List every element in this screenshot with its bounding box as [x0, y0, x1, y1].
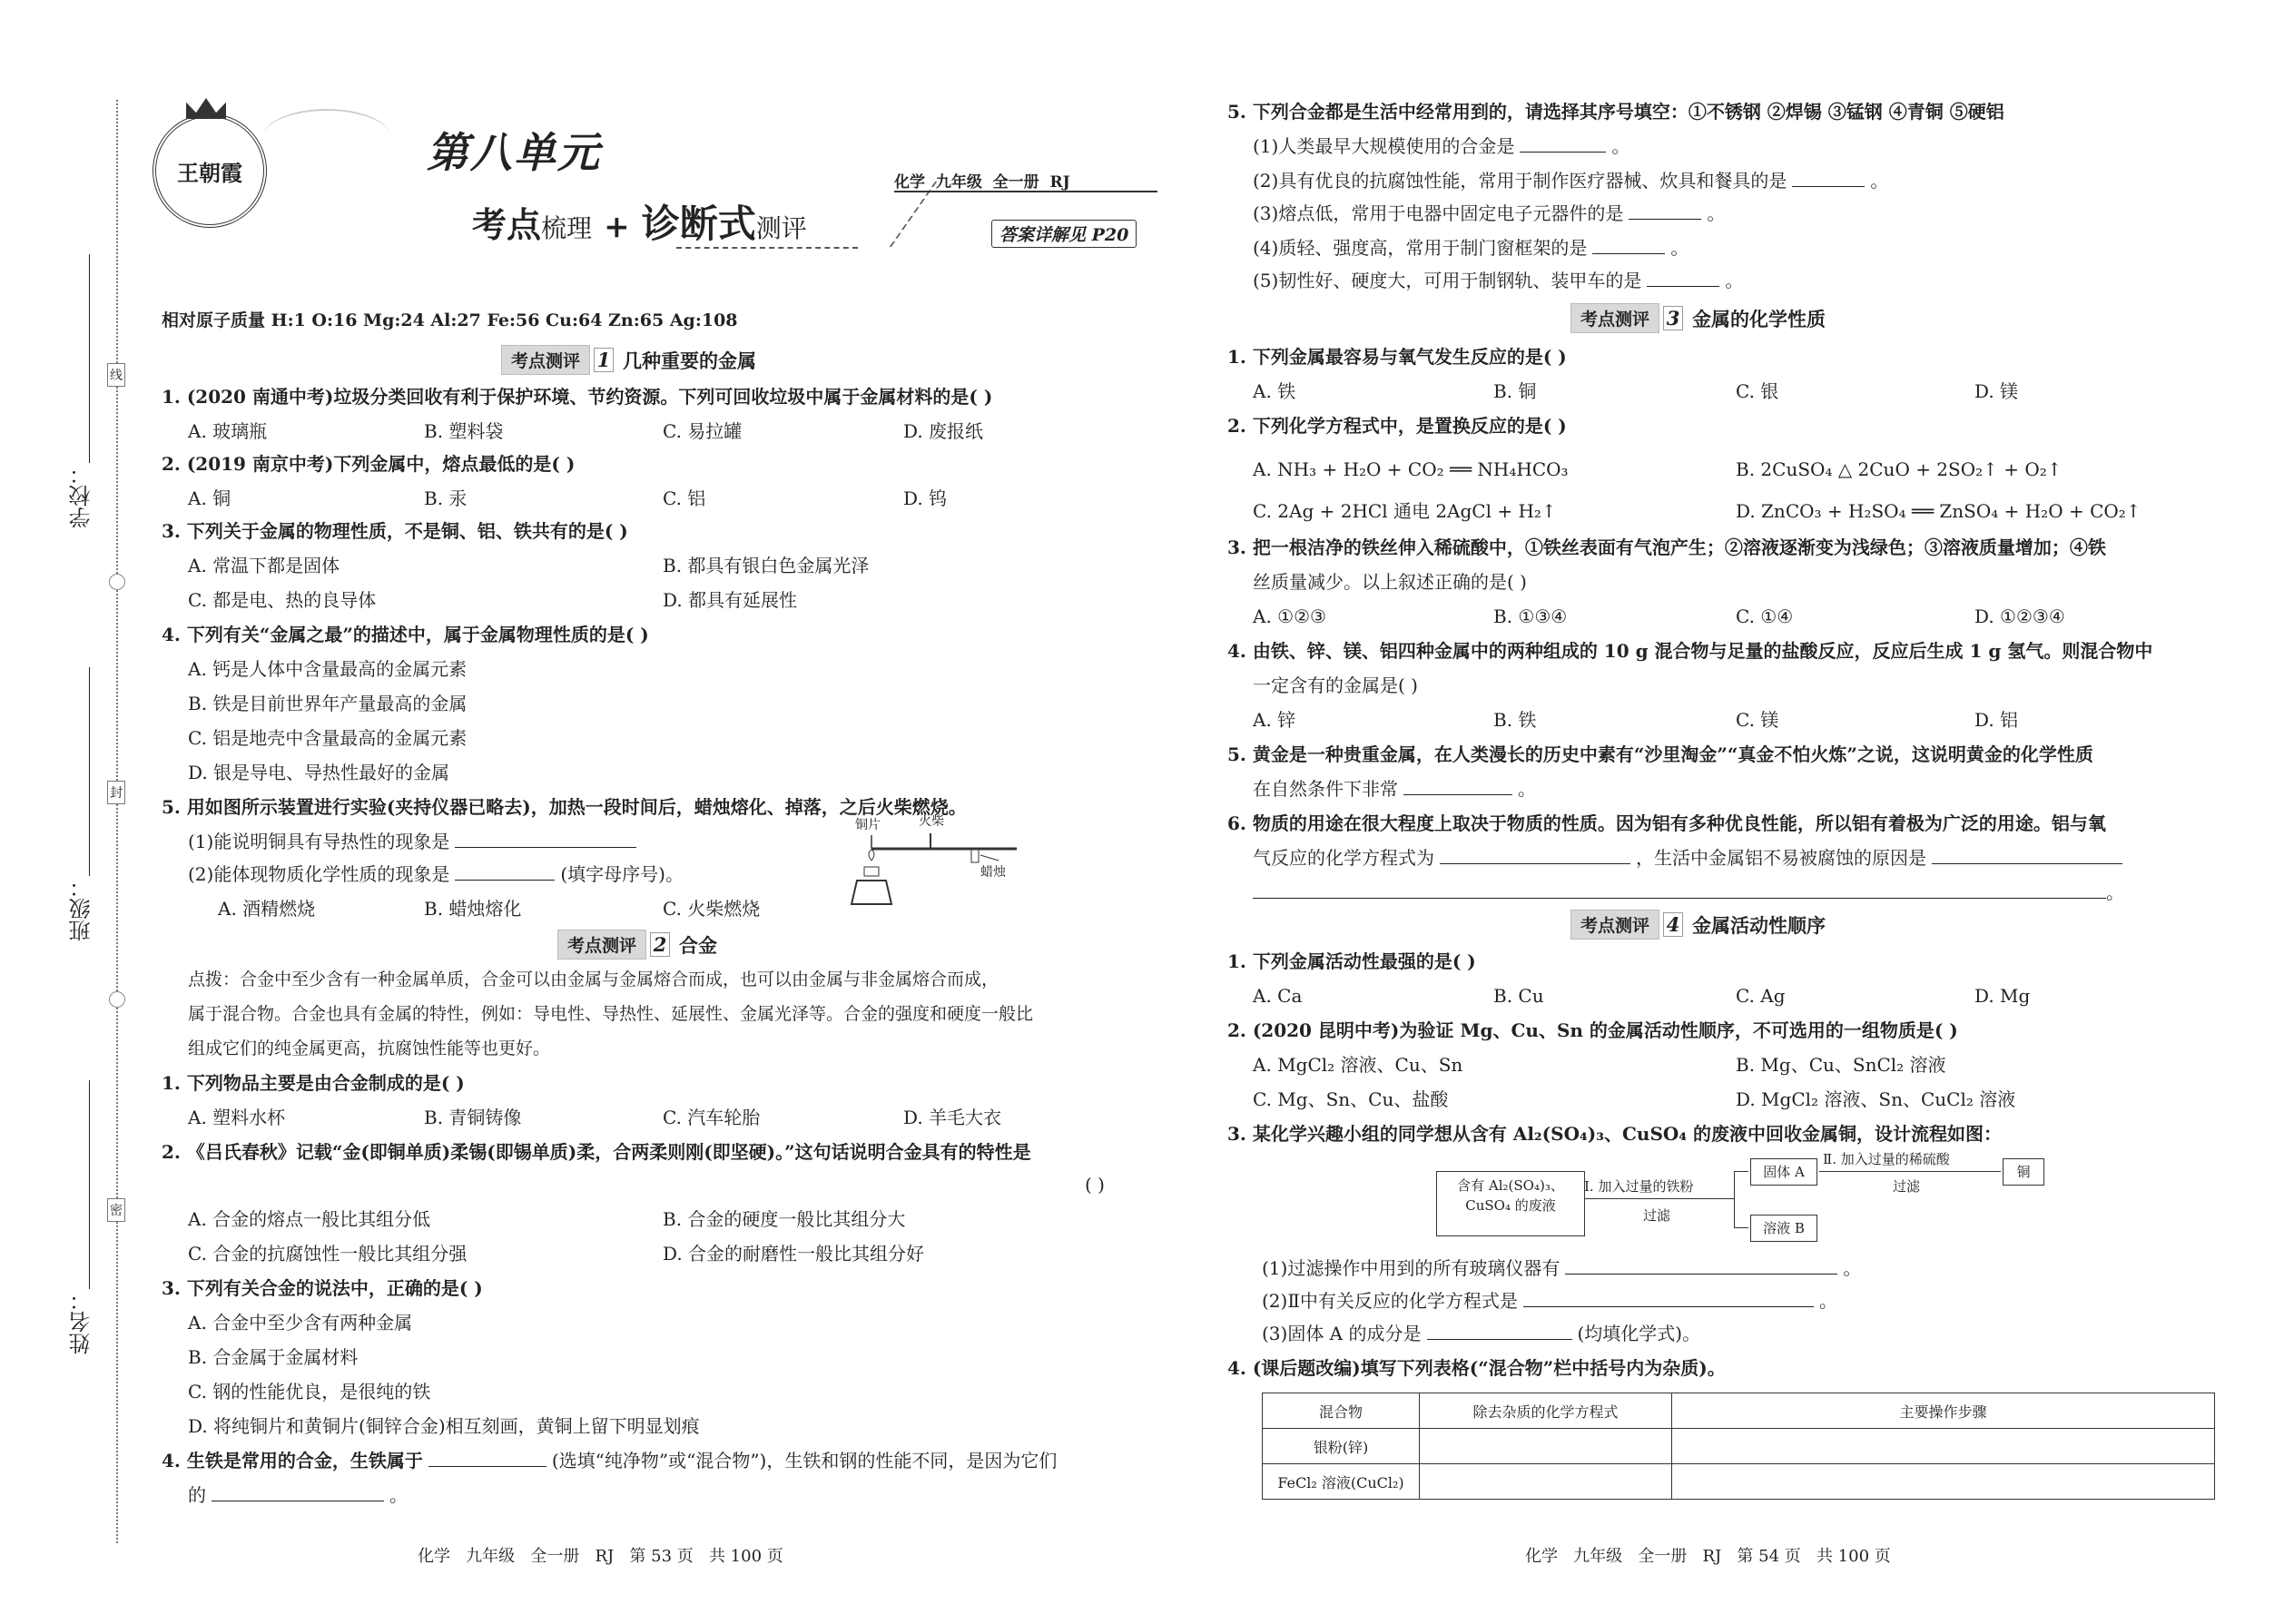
- flow-solution-b-box: 溶液 B: [1750, 1215, 1817, 1242]
- flow-step1-label: Ⅰ. 加入过量的铁粉: [1584, 1178, 1694, 1195]
- option[interactable]: D. 镁: [1974, 380, 2019, 402]
- answer-reference: 答案详解见 P20: [991, 220, 1137, 248]
- option[interactable]: B. 2CuSO₄ △ 2CuO + 2SO₂↑ + O₂↑: [1736, 458, 2063, 480]
- flow-filter2-label: 过滤: [1893, 1178, 1921, 1195]
- flow-filter1-label: 过滤: [1643, 1207, 1671, 1224]
- option[interactable]: B. 铁: [1493, 709, 1537, 731]
- option[interactable]: A. 合金的熔点一般比其组分低: [188, 1208, 431, 1230]
- experiment-figure: [844, 814, 1026, 926]
- unit-title: 第八单元: [427, 128, 601, 177]
- option[interactable]: B. 塑料袋: [424, 420, 504, 442]
- option[interactable]: C. 银: [1736, 380, 1779, 402]
- school-label: 学校：: [69, 463, 94, 528]
- answer-bracket[interactable]: ( ): [1085, 1174, 1105, 1196]
- table-header-row: [1263, 1393, 2215, 1429]
- question-3-1: 1. 下列金属最容易与氧气发生反应的是( ): [1227, 346, 1567, 368]
- question-1-3: 3. 下列关于金属的物理性质，不是铜、铝、铁共有的是( ): [162, 520, 628, 542]
- name-field[interactable]: [89, 1080, 90, 1289]
- option[interactable]: C. 汽车轮胎: [663, 1107, 761, 1128]
- option[interactable]: D. 合金的耐磨性一般比其组分好: [663, 1243, 925, 1265]
- subtitle: 考点梳理 + 诊断式测评: [472, 202, 807, 246]
- school-field[interactable]: [89, 254, 90, 463]
- answer-blank[interactable]: [1523, 1290, 1814, 1307]
- title-underline: [676, 247, 858, 249]
- option[interactable]: D. 铝: [1974, 709, 2019, 731]
- question-1-4: 4. 下列有关“金属之最”的描述中，属于金属物理性质的是( ): [162, 624, 649, 645]
- option[interactable]: A. 合金中至少含有两种金属: [188, 1312, 413, 1334]
- option[interactable]: B. 蜡烛熔化: [424, 898, 522, 920]
- option[interactable]: A. MgCl₂ 溶液、Cu、Sn: [1253, 1054, 1463, 1076]
- option[interactable]: C. 2Ag + 2HCl 通电 2AgCl + H₂↑: [1253, 500, 1557, 522]
- meta-info: 化学 九年级 全一册 RJ: [894, 173, 1070, 192]
- question-2-1: 1. 下列物品主要是由合金制成的是( ): [162, 1072, 465, 1094]
- option[interactable]: B. 合金的硬度一般比其组分大: [663, 1208, 906, 1230]
- flow-branch: [1734, 1171, 1749, 1227]
- binding-hole: [109, 991, 125, 1008]
- question-2-2: 2. 《吕氏春秋》记载“金(即铜单质)柔锡(即锡单质)柔，合两柔则刚(即坚硬)。”这句话说明合金具有的特性是: [162, 1141, 1031, 1163]
- flow-arrow: [1734, 1227, 1748, 1228]
- logo-crown: [186, 98, 226, 119]
- question-4-1: 1. 下列金属活动性最强的是( ): [1227, 950, 1476, 972]
- sub-question: (2)具有优良的抗腐蚀性能，常用于制作医疗器械、炊具和餐具的是 。: [1253, 170, 1889, 192]
- page-footer-left: 化学 九年级 全一册 RJ 第 53 页 共 100 页: [418, 1547, 783, 1566]
- question-3-2: 2. 下列化学方程式中，是置换反应的是( ): [1227, 415, 1567, 437]
- option[interactable]: D. 将纯铜片和黄铜片(铜锌合金)相互刻画，黄铜上留下明显划痕: [188, 1415, 700, 1437]
- option[interactable]: B. 青铜铸像: [424, 1107, 522, 1128]
- option[interactable]: D. MgCl₂ 溶液、Sn、CuCl₂ 溶液: [1736, 1088, 2016, 1110]
- option[interactable]: D. 钨: [903, 487, 948, 509]
- table-cell: FeCl₂ 溶液(CuCl₂): [1263, 1464, 1420, 1500]
- option[interactable]: A. 常温下都是固体: [188, 555, 340, 576]
- tip-paragraph: 属于混合物。合金也具有金属的特性，例如：导电性、导热性、延展性、金属光泽等。合金的强度和硬度一般比: [188, 1004, 1034, 1024]
- option[interactable]: A. 铁: [1253, 380, 1296, 402]
- question-1-5: 5. 用如图所示装置进行实验(夹持仪器已略去)，加热一段时间后，蜡烛熔化、掉落，之后火柴燃烧。: [162, 796, 967, 818]
- option[interactable]: B. 铁是目前世界年产量最高的金属: [188, 693, 468, 714]
- question-1-2: 2. (2019 南京中考)下列金属中，熔点最低的是( ): [162, 453, 576, 475]
- class-label: 班级：: [69, 876, 94, 941]
- section-2-header: 考点测评 2 合金: [557, 930, 717, 960]
- sub-question: (2)能体现物质化学性质的现象是 (填字母序号)。: [188, 863, 684, 885]
- question-3-3-cont: 丝质量减少。以上叙述正确的是( ): [1253, 571, 1527, 593]
- section-1-header: 考点测评 1 几种重要的金属: [501, 345, 756, 375]
- answer-blank[interactable]: [212, 1484, 384, 1501]
- question-3-4-cont: 一定含有的金属是( ): [1253, 674, 1418, 696]
- question-3-6-cont: 气反应的化学方程式为 ，生活中金属铝不易被腐蚀的原因是: [1253, 846, 2122, 870]
- sub-question: (3)固体 A 的成分是 (均填化学式)。: [1262, 1323, 1701, 1344]
- binding-mark: 线: [107, 363, 125, 387]
- impurity-table: [1262, 1393, 2215, 1500]
- question-3-3: 3. 把一根洁净的铁丝伸入稀硫酸中，①铁丝表面有气泡产生；②溶液逐渐变为浅绿色；③溶液质量增加；④铁: [1227, 536, 2106, 558]
- answer-blank[interactable]: [1520, 135, 1606, 153]
- option[interactable]: D. 羊毛大衣: [903, 1107, 1002, 1128]
- question-4-4: 4. (课后题改编)填写下列表格(“混合物”栏中括号内为杂质)。: [1227, 1357, 1726, 1379]
- question-3-4: 4. 由铁、锌、镁、铝四种金属中的两种组成的 10 g 混合物与足量的盐酸反应，反应后生成 1 g 氢气。则混合物中: [1227, 640, 2153, 662]
- sub-question: (2)Ⅱ中有关反应的化学方程式是 。: [1262, 1290, 1837, 1312]
- atomic-mass: 相对原子质量 H:1 O:16 Mg:24 Al:27 Fe:56 Cu:64 Zn:65 Ag:108: [162, 310, 738, 330]
- option[interactable]: C. 火柴燃烧: [663, 898, 761, 920]
- option[interactable]: D. 废报纸: [903, 420, 984, 442]
- option[interactable]: D. ①②③④: [1974, 605, 2065, 627]
- option[interactable]: D. 银是导电、导热性最好的金属: [188, 762, 450, 783]
- candle-label: 蜡烛: [980, 865, 1006, 880]
- answer-blank[interactable]: [1932, 847, 2122, 864]
- flow-copper-box: 铜: [2003, 1158, 2044, 1186]
- question-2-5: 5. 下列合金都是生活中经常用到的，请选择其序号填空：①不锈钢 ②焊锡 ③锰钢 ④青铜 ⑤硬铝: [1227, 101, 2004, 123]
- option[interactable]: A. 塑料水杯: [188, 1107, 286, 1128]
- option[interactable]: C. 镁: [1736, 709, 1779, 731]
- table-header: 主要操作步骤: [1672, 1393, 2215, 1429]
- answer-blank[interactable]: [455, 831, 636, 848]
- question-4-2: 2. (2020 昆明中考)为验证 Mg、Cu、Sn 的金属活动性顺序，不可选用的一组物质是( ): [1227, 1019, 1958, 1041]
- table-header: 除去杂质的化学方程式: [1420, 1393, 1672, 1429]
- table-answer-cell[interactable]: [1420, 1429, 1672, 1464]
- answer-blank[interactable]: [428, 1450, 546, 1467]
- binding-mark: 封: [107, 781, 125, 804]
- sub-question: (4)质轻、强度高，常用于制门窗框架的是 。: [1253, 237, 1689, 259]
- question-2-4-cont: 的 。: [188, 1484, 408, 1506]
- question-3-5-cont: 在自然条件下非常 。: [1253, 778, 1536, 800]
- answer-blank[interactable]: [1647, 270, 1719, 287]
- flow-arrow: [1584, 1198, 1734, 1199]
- flow-solid-a-box: 固体 A: [1750, 1158, 1817, 1186]
- answer-blank[interactable]: [1427, 1323, 1572, 1340]
- option[interactable]: C. 钢的性能优良，是很纯的铁: [188, 1381, 431, 1403]
- option[interactable]: D. 都具有延展性: [663, 589, 798, 611]
- flow-arrow: [1819, 1171, 2001, 1172]
- page-footer-right: 化学 九年级 全一册 RJ 第 54 页 共 100 页: [1525, 1547, 1891, 1566]
- table-row: [1263, 1464, 2215, 1500]
- question-3-6-line: 。: [1253, 881, 2124, 904]
- option[interactable]: A. Ca: [1253, 985, 1303, 1007]
- sub-question: (5)韧性好、硬度大，可用于制钢轨、装甲车的是 。: [1253, 270, 1744, 291]
- question-2-3: 3. 下列有关合金的说法中，正确的是( ): [162, 1277, 483, 1299]
- section-3-header: 考点测评 3 金属的化学性质: [1570, 303, 1826, 333]
- binding-line: [116, 100, 118, 1543]
- answer-blank[interactable]: [1592, 237, 1665, 254]
- section-4-header: 考点测评 4 金属活动性顺序: [1570, 910, 1826, 940]
- flow-start-box: 含有 Al₂(SO₄)₃、CuSO₄ 的废液: [1436, 1171, 1585, 1236]
- option[interactable]: B. 都具有银白色金属光泽: [663, 555, 870, 576]
- match-label: 火柴: [919, 814, 944, 829]
- table-row: [1263, 1429, 2215, 1464]
- class-field[interactable]: [89, 667, 90, 876]
- option[interactable]: C. 铝: [663, 487, 706, 509]
- question-2-4: 4. 生铁是常用的合金，生铁属于 (选填“纯净物”或“混合物”)，生铁和钢的性能不同，是因为它们: [162, 1450, 1058, 1471]
- answer-blank[interactable]: [1792, 170, 1865, 187]
- flow-step2-label: Ⅱ. 加入过量的稀硫酸: [1823, 1151, 1950, 1167]
- question-4-3: 3. 某化学兴趣小组的同学想从含有 Al₂(SO₄)₃、CuSO₄ 的废液中回收金属铜，设计流程如图：: [1227, 1123, 2003, 1145]
- copper-label: 铜片: [855, 818, 881, 832]
- option[interactable]: A. NH₃ + H₂O + CO₂ ══ NH₄HCO₃: [1253, 458, 1569, 480]
- option[interactable]: D. ZnCO₃ + H₂SO₄ ══ ZnSO₄ + H₂O + CO₂↑: [1736, 500, 2141, 522]
- table-header: 混合物: [1263, 1393, 1420, 1429]
- tip-paragraph: 点拨：合金中至少含有一种金属单质，合金可以由金属与金属熔合而成，也可以由金属与非金属熔合而成，: [188, 969, 999, 989]
- sub-question: (1)能说明铜具有导热性的现象是: [188, 830, 636, 853]
- flow-arrow: [1734, 1171, 1748, 1172]
- table-answer-cell[interactable]: [1672, 1429, 2215, 1464]
- option[interactable]: B. Cu: [1493, 985, 1544, 1007]
- option[interactable]: B. 汞: [424, 487, 468, 509]
- option[interactable]: C. 易拉罐: [663, 420, 743, 442]
- table-cell: 银粉(锌): [1263, 1429, 1420, 1464]
- answer-blank[interactable]: [455, 863, 555, 881]
- option[interactable]: C. Ag: [1736, 985, 1786, 1007]
- option[interactable]: D. Mg: [1974, 985, 2031, 1007]
- option[interactable]: C. 合金的抗腐蚀性一般比其组分强: [188, 1243, 468, 1265]
- binding-mark: 密: [107, 1198, 125, 1222]
- ribbon-decoration: [263, 109, 390, 165]
- answer-blank[interactable]: [1403, 778, 1512, 795]
- option[interactable]: A. 酒精燃烧: [218, 898, 316, 920]
- answer-blank[interactable]: [1253, 881, 2106, 899]
- binding-hole: [109, 574, 125, 590]
- option[interactable]: A. 铜: [188, 487, 231, 509]
- table-answer-cell[interactable]: [1672, 1464, 2215, 1500]
- option[interactable]: B. 合金属于金属材料: [188, 1346, 359, 1368]
- option[interactable]: B. Mg、Cu、SnCl₂ 溶液: [1736, 1054, 1946, 1076]
- question-3-6: 6. 物质的用途在很大程度上取决于物质的性质。因为铝有多种优良性能，所以铝有着极为广泛的用途。铝与氧: [1227, 812, 2106, 834]
- option[interactable]: B. 铜: [1493, 380, 1537, 402]
- question-1-1: 1. (2020 南通中考)垃圾分类回收有利于保护环境、节约资源。下列可回收垃圾中属于金属材料的是( ): [162, 386, 993, 408]
- sub-question: (1)过滤操作中用到的所有玻璃仪器有 。: [1262, 1257, 1862, 1279]
- question-3-5: 5. 黄金是一种贵重金属，在人类漫长的历史中素有“沙里淘金”“真金不怕火炼”之说，这说明黄金的化学性质: [1227, 743, 2093, 765]
- tip-paragraph: 组成它们的纯金属更高，抗腐蚀性能等也更好。: [188, 1038, 551, 1058]
- sub-question: (3)熔点低，常用于电器中固定电子元器件的是 。: [1253, 202, 1726, 224]
- answer-blank[interactable]: [1565, 1257, 1837, 1275]
- name-label: 姓名：: [69, 1289, 94, 1354]
- option[interactable]: A. 钙是人体中含量最高的金属元素: [188, 658, 468, 680]
- option[interactable]: C. 都是电、热的良导体: [188, 589, 377, 611]
- logo-text: 王朝霞: [177, 159, 242, 186]
- option[interactable]: A. ①②③: [1253, 605, 1326, 627]
- sub-question: (1)人类最早大规模使用的合金是 。: [1253, 135, 1630, 157]
- table-answer-cell[interactable]: [1420, 1464, 1672, 1500]
- option[interactable]: A. 玻璃瓶: [188, 420, 268, 442]
- option[interactable]: B. ①③④: [1493, 605, 1568, 627]
- meta-underline: [894, 191, 1157, 192]
- option[interactable]: C. Mg、Sn、Cu、盐酸: [1253, 1088, 1449, 1110]
- option[interactable]: A. 锌: [1253, 709, 1296, 731]
- answer-blank[interactable]: [1440, 847, 1630, 864]
- answer-blank[interactable]: [1629, 202, 1701, 220]
- option[interactable]: C. ①④: [1736, 605, 1794, 627]
- logo: [153, 113, 267, 228]
- option[interactable]: C. 铝是地壳中含量最高的金属元素: [188, 727, 468, 749]
